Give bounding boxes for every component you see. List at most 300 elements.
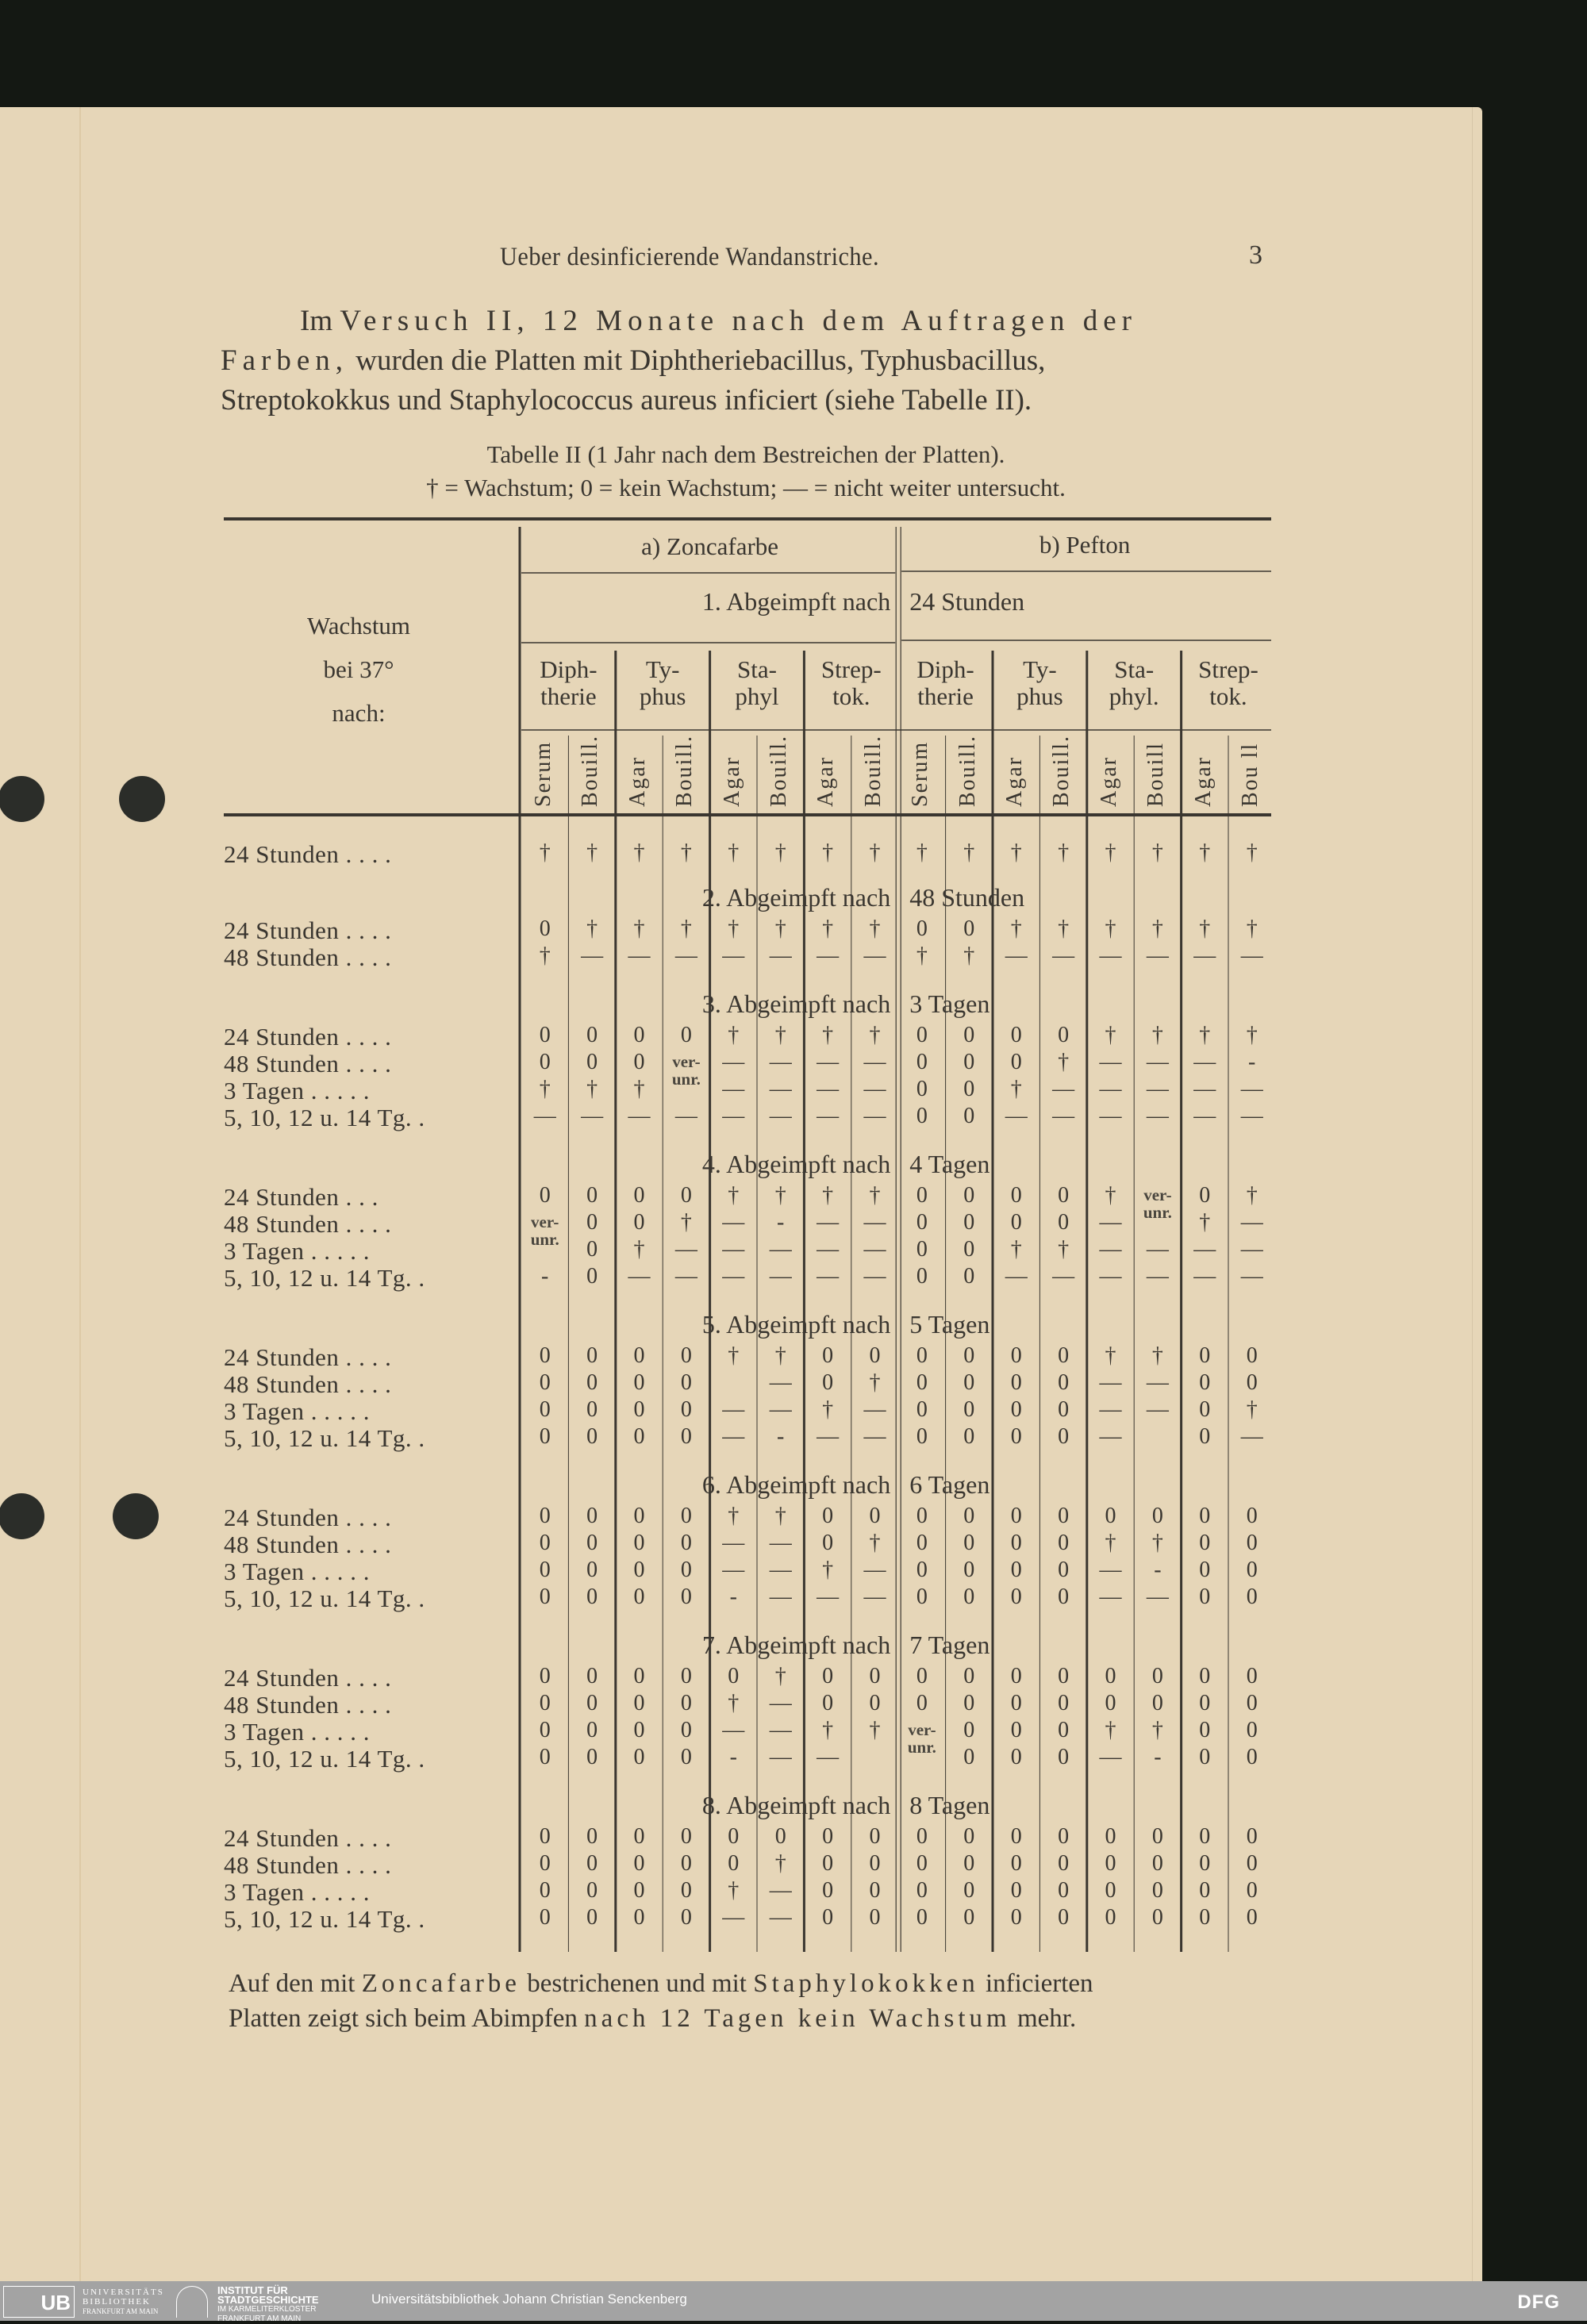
table-cell: 0: [916, 1905, 928, 1930]
table-cell: 0: [916, 1585, 928, 1609]
row-label: 24 Stunden . . . .: [224, 1664, 392, 1692]
table-cell: 0: [680, 1905, 692, 1930]
table-cell: †: [1058, 1050, 1070, 1074]
table-cell: 0: [1105, 1664, 1116, 1688]
table-cell: 0: [1010, 1745, 1022, 1769]
table-cell: 0: [1199, 1745, 1211, 1769]
bacteria-header-line: Strep-: [1198, 655, 1258, 683]
row-header-label: bei 37°: [323, 655, 394, 683]
table-cell: 0: [963, 1824, 975, 1849]
table-cell: 0: [586, 1210, 598, 1235]
table-cell: 0: [1246, 1664, 1258, 1688]
cell-contaminated: [898, 1721, 945, 1756]
table-cell: †: [1010, 1237, 1022, 1262]
table-cell: 0: [1058, 1851, 1070, 1876]
table-cell: —: [1193, 1077, 1216, 1101]
cell-text: ver-: [1143, 1185, 1172, 1204]
table-cell: 0: [916, 916, 928, 941]
table-cell: 0: [680, 1504, 692, 1528]
table-cell: †: [586, 1077, 598, 1101]
table-cell: —: [1052, 1104, 1075, 1128]
table-cell: 0: [586, 1558, 598, 1582]
table-cell: 0: [916, 1264, 928, 1289]
section-title-left: 3. Abgeimpft nach: [701, 989, 891, 1018]
section-title-left: 8. Abgeimpft nach: [701, 1791, 891, 1819]
table-cell: 0: [1199, 1878, 1211, 1903]
table-cell: †: [822, 1558, 834, 1582]
section-title-left: 1. Abgeimpft nach: [701, 587, 891, 616]
table-cell: †: [1199, 916, 1211, 941]
table-cell: 0: [586, 1504, 598, 1528]
table-cell: †: [539, 943, 551, 968]
section-title-left: 7. Abgeimpft nach: [701, 1631, 891, 1659]
table-cell: †: [1105, 1343, 1116, 1368]
table-cell: 0: [1058, 1718, 1070, 1742]
table-cell: —: [722, 1558, 745, 1582]
table-cell: 0: [633, 1210, 645, 1235]
bacteria-header-line: phyl: [735, 682, 779, 710]
table-cell: 0: [680, 1023, 692, 1047]
table-cell: —: [817, 943, 840, 968]
table-cell: 0: [1058, 1424, 1070, 1449]
table-cell: †: [680, 1210, 692, 1235]
table-cell: —: [1240, 1264, 1263, 1289]
media-header: Agar: [1096, 756, 1121, 807]
table-cell: —: [1005, 1104, 1028, 1128]
table-cell: —: [1052, 1077, 1075, 1101]
table-cell: 0: [633, 1691, 645, 1715]
row-label: 48 Stunden . . . .: [224, 1531, 392, 1558]
section-title-right: 5 Tagen: [909, 1310, 990, 1339]
table-cell: †: [1010, 1077, 1022, 1101]
table-cell: 0: [1105, 1905, 1116, 1930]
table-cell: 0: [822, 1878, 834, 1903]
table-cell: 0: [916, 1183, 928, 1208]
table-cell: †: [774, 1343, 786, 1368]
table-cell: †: [728, 1183, 740, 1208]
table-cell: †: [633, 1237, 645, 1262]
table-cell: 0: [869, 1691, 881, 1715]
bacteria-header-line: therie: [540, 682, 597, 710]
table-cell: -: [1154, 1745, 1162, 1769]
table-cell: —: [1099, 1370, 1122, 1395]
table-cell: 0: [869, 1824, 881, 1849]
binder-hole: [0, 776, 44, 822]
table-cell: 0: [916, 1558, 928, 1582]
table-cell: 0: [1010, 1851, 1022, 1876]
table-cell: 0: [822, 1370, 834, 1395]
table-cell: 0: [1246, 1851, 1258, 1876]
table-cell: 0: [633, 1531, 645, 1555]
row-label: 5, 10, 12 u. 14 Tg. .: [224, 1104, 425, 1131]
table-cell: 0: [1010, 1824, 1022, 1849]
table-cell: 0: [916, 1878, 928, 1903]
table-cell: —: [769, 1237, 792, 1262]
table-cell: 0: [822, 1851, 834, 1876]
table-cell: 0: [680, 1664, 692, 1688]
table-cell: 0: [680, 1531, 692, 1555]
table-cell: 0: [1058, 1905, 1070, 1930]
table-cell: —: [722, 1718, 745, 1742]
table-cell: 0: [539, 1664, 551, 1688]
table-cell: 0: [963, 916, 975, 941]
table-cell: —: [1099, 1585, 1122, 1609]
table-cell: 0: [539, 1718, 551, 1742]
row-header-label: nach:: [332, 699, 386, 727]
table-cell: —: [769, 1585, 792, 1609]
table-cell: —: [769, 1050, 792, 1074]
table-cell: 0: [1151, 1905, 1163, 1930]
table-cell: 0: [869, 1664, 881, 1688]
table-cell: 0: [1058, 1183, 1070, 1208]
table-cell: 0: [586, 1905, 598, 1930]
table-cell: †: [1151, 1343, 1163, 1368]
table-cell: 0: [963, 1585, 975, 1609]
table-cell: 0: [1105, 1504, 1116, 1528]
table-cell: 0: [916, 1397, 928, 1422]
table-cell: 0: [539, 1050, 551, 1074]
closing-text: Platten zeigt sich beim Abimpfen: [229, 2004, 585, 2033]
table-cell: †: [869, 1370, 881, 1395]
table-cell: 0: [586, 1397, 598, 1422]
table-cell: 0: [1199, 1397, 1211, 1422]
table-cell: 0: [822, 1691, 834, 1715]
table-cell: 0: [586, 1664, 598, 1688]
table-cell: 0: [586, 1237, 598, 1262]
media-header: Bouill.: [1049, 734, 1074, 807]
table-cell: †: [728, 1504, 740, 1528]
closing-text: inficierten: [978, 1969, 1093, 1998]
table-cell: 0: [869, 1851, 881, 1876]
table-cell: 0: [1246, 1558, 1258, 1582]
table-cell: —: [1099, 1077, 1122, 1101]
bacteria-header: [898, 656, 993, 710]
bacteria-header-line: Diph-: [916, 655, 974, 683]
bacteria-header: [1182, 656, 1276, 710]
table-cell: —: [1193, 1050, 1216, 1074]
table-cell: —: [863, 1424, 886, 1449]
table-cell: †: [1246, 1397, 1258, 1422]
table-cell: †: [916, 840, 928, 865]
table-cell: 0: [1105, 1824, 1116, 1849]
media-header: Agar: [1190, 756, 1216, 807]
bacteria-header-line: tok.: [1209, 682, 1247, 710]
table-cell: —: [722, 1424, 745, 1449]
table-cell: 0: [633, 1851, 645, 1876]
table-cell: 0: [539, 1745, 551, 1769]
table-cell: 0: [1010, 1531, 1022, 1555]
table-cell: 0: [1151, 1504, 1163, 1528]
table-cell: †: [1199, 840, 1211, 865]
table-cell: 0: [633, 1397, 645, 1422]
table-cell: 0: [1199, 1558, 1211, 1582]
table-cell: 0: [633, 1183, 645, 1208]
table-cell: —: [769, 1104, 792, 1128]
table-cell: —: [1099, 1397, 1122, 1422]
table-cell: -: [1248, 1050, 1256, 1074]
closing-paragraph: [229, 1966, 1284, 2036]
table-cell: 0: [963, 1104, 975, 1128]
table-cell: 0: [1058, 1531, 1070, 1555]
cell-text: unr.: [907, 1738, 936, 1757]
table-cell: —: [817, 1264, 840, 1289]
table-cell: †: [1105, 840, 1116, 865]
closing-text: mehr.: [1010, 2004, 1077, 2033]
table-cell: 0: [822, 1905, 834, 1930]
table-cell: 0: [539, 1585, 551, 1609]
table-cell: 0: [1010, 1343, 1022, 1368]
section-title-right: 8 Tagen: [909, 1791, 990, 1819]
row-label: 48 Stunden . . . .: [224, 943, 392, 971]
table-cell: †: [1010, 916, 1022, 941]
table-cell: —: [1240, 1424, 1263, 1449]
table-cell: 0: [916, 1851, 928, 1876]
table-cell: —: [1146, 1397, 1169, 1422]
table-cell: —: [817, 1050, 840, 1074]
table-cell: 0: [586, 1023, 598, 1047]
bacteria-header-line: Sta-: [737, 655, 777, 683]
table-cell: 0: [1199, 1824, 1211, 1849]
table-cell: 0: [1058, 1504, 1070, 1528]
table-cell: †: [822, 1718, 834, 1742]
table-cell: †: [1105, 1183, 1116, 1208]
row-label: 48 Stunden . . . .: [224, 1691, 392, 1719]
table-cell: 0: [586, 1183, 598, 1208]
table-cell: †: [586, 916, 598, 941]
table-cell: 0: [1199, 1343, 1211, 1368]
table-cell: —: [1099, 1210, 1122, 1235]
row-label: 48 Stunden . . . .: [224, 1050, 392, 1077]
table-cell: —: [1146, 1050, 1169, 1074]
table-cell: 0: [1058, 1585, 1070, 1609]
table-cell: 0: [963, 1210, 975, 1235]
closing-text: Auf den mit: [229, 1969, 362, 1998]
table-cell: 0: [963, 1397, 975, 1422]
table-cell: †: [774, 840, 786, 865]
table-cell: †: [869, 840, 881, 865]
table-cell: 0: [1010, 1050, 1022, 1074]
binder-hole: [119, 776, 165, 822]
bacteria-header: [521, 656, 616, 710]
table-cell: 0: [680, 1397, 692, 1422]
results-table: [224, 517, 1271, 1952]
table-cell: 0: [1010, 1424, 1022, 1449]
row-label: 24 Stunden . . . .: [224, 1824, 392, 1852]
table-cell: 0: [539, 1558, 551, 1582]
table-cell: —: [769, 1370, 792, 1395]
cell-text: ver-: [672, 1052, 701, 1071]
row-label: 5, 10, 12 u. 14 Tg. .: [224, 1264, 425, 1292]
table-cell: †: [680, 840, 692, 865]
table-cell: 0: [1010, 1878, 1022, 1903]
cell-text: ver-: [531, 1212, 559, 1231]
table-cell: -: [1154, 1558, 1162, 1582]
table-cell: 0: [586, 1851, 598, 1876]
table-cell: †: [869, 1183, 881, 1208]
row-label: 24 Stunden . . . .: [224, 1504, 392, 1531]
table-cell: 0: [633, 1343, 645, 1368]
table-cell: 0: [916, 1824, 928, 1849]
intro-text: wurden die Platten mit Diphtheriebacillus, Typhusbacillus,: [348, 344, 1046, 377]
table-cell: 0: [822, 1824, 834, 1849]
table-cell: 0: [869, 1504, 881, 1528]
table-cell: —: [817, 1745, 840, 1769]
table-cell: †: [774, 916, 786, 941]
media-header: Bouill.: [578, 734, 603, 807]
table-cell: 0: [963, 1023, 975, 1047]
table-cell: 0: [822, 1343, 834, 1368]
cell-text: ver-: [908, 1720, 936, 1739]
table-cell: 0: [1246, 1745, 1258, 1769]
table-cell: 0: [963, 1664, 975, 1688]
table-cell: †: [728, 1023, 740, 1047]
table-cell: 0: [963, 1050, 975, 1074]
table-cell: †: [774, 1023, 786, 1047]
row-label: 24 Stunden . . . .: [224, 1023, 392, 1051]
table-cell: †: [586, 840, 598, 865]
page-fold-line: [79, 107, 81, 2281]
table-cell: —: [817, 1424, 840, 1449]
bacteria-header-line: therie: [917, 682, 974, 710]
media-header: Bouill: [1143, 741, 1169, 807]
isg-line: STADTGESCHICHTE: [217, 2294, 319, 2306]
table-cell: †: [680, 916, 692, 941]
table-cell: 0: [916, 1504, 928, 1528]
table-cell: †: [1246, 916, 1258, 941]
table-cell: 0: [633, 1558, 645, 1582]
media-header: Agar: [813, 756, 839, 807]
table-cell: †: [869, 1718, 881, 1742]
table-cell: †: [728, 1878, 740, 1903]
media-header: Serum: [531, 740, 555, 807]
table-cell: -: [777, 1424, 785, 1449]
table-cell: 0: [586, 1745, 598, 1769]
table-cell: 0: [1199, 1664, 1211, 1688]
table-cell: —: [1240, 1210, 1263, 1235]
group-header-pefton: b) Pefton: [1039, 531, 1131, 559]
table-cell: †: [869, 916, 881, 941]
closing-text: bestrichenen und mit: [520, 1969, 754, 1998]
table-cell: —: [1240, 943, 1263, 968]
table-cell: —: [722, 1531, 745, 1555]
table-cell: 0: [680, 1585, 692, 1609]
table-cell: †: [916, 943, 928, 968]
table-cell: —: [863, 1210, 886, 1235]
row-label: 24 Stunden . . .: [224, 1183, 378, 1211]
section-title-right: 24 Stunden: [909, 587, 1025, 616]
table-cell: —: [1052, 943, 1075, 968]
table-cell: —: [1193, 1237, 1216, 1262]
table-cell: 0: [1010, 1183, 1022, 1208]
table-cell: †: [1058, 916, 1070, 941]
table-cell: 0: [633, 1023, 645, 1047]
table-cell: —: [674, 943, 697, 968]
row-header-label: Wachstum: [306, 612, 411, 640]
table-cell: —: [1146, 1264, 1169, 1289]
table-cell: 0: [586, 1585, 598, 1609]
media-header: Bouill.: [860, 734, 886, 807]
table-cell: 0: [1010, 1585, 1022, 1609]
table-cell: 0: [916, 1023, 928, 1047]
table-cell: †: [774, 1504, 786, 1528]
table-cell: —: [1146, 943, 1169, 968]
table-cell: —: [1099, 1264, 1122, 1289]
bacteria-header-line: phyl.: [1109, 682, 1159, 710]
table-cell: 0: [1151, 1824, 1163, 1849]
table-cell: —: [1099, 943, 1122, 968]
table-cell: —: [722, 1397, 745, 1422]
table-cell: 0: [1058, 1691, 1070, 1715]
table-cell: —: [1240, 1237, 1263, 1262]
table-cell: 0: [916, 1424, 928, 1449]
table-caption: Tabelle II (1 Jahr nach dem Bestreichen der Platten).: [486, 440, 1005, 468]
table-cell: —: [1052, 1264, 1075, 1289]
bacteria-header-line: tok.: [832, 682, 870, 710]
closing-text: Staphylokokken: [753, 1969, 979, 1998]
ub-logo-text: [83, 2288, 164, 2316]
table-cell: 0: [1199, 1718, 1211, 1742]
ub-logo-mark: UB: [3, 2286, 75, 2318]
table-cell: 0: [1199, 1905, 1211, 1930]
library-name-link[interactable]: Universitätsbibliothek Johann Christian Senckenberg: [371, 2291, 687, 2307]
intro-text: Farben,: [221, 344, 348, 377]
table-cell: 0: [1246, 1878, 1258, 1903]
table-cell: 0: [822, 1531, 834, 1555]
table-cell: †: [822, 1023, 834, 1047]
table-cell: —: [769, 1558, 792, 1582]
cell-text: unr.: [671, 1070, 701, 1089]
table-cell: †: [1105, 1023, 1116, 1047]
table-cell: 0: [680, 1370, 692, 1395]
table-cell: 0: [963, 1851, 975, 1876]
dfg-logo[interactable]: DFG: [1517, 2291, 1560, 2313]
table-cell: †: [774, 1851, 786, 1876]
table-cell: †: [1151, 1531, 1163, 1555]
row-label: 5, 10, 12 u. 14 Tg. .: [224, 1745, 425, 1773]
table-cell: 0: [1010, 1210, 1022, 1235]
table-cell: †: [822, 840, 834, 865]
table-cell: 0: [1058, 1397, 1070, 1422]
table-cell: -: [729, 1585, 737, 1609]
table-cell: —: [769, 1397, 792, 1422]
table-cell: 0: [916, 1210, 928, 1235]
table-cell: 0: [1246, 1343, 1258, 1368]
table-cell: 0: [1010, 1905, 1022, 1930]
table-cell: 0: [1010, 1664, 1022, 1688]
media-header: Bou ll: [1238, 742, 1262, 807]
table-cell: 0: [586, 1824, 598, 1849]
table-cell: 0: [539, 1424, 551, 1449]
table-cell: —: [769, 1264, 792, 1289]
table-cell: 0: [680, 1424, 692, 1449]
table-cell: †: [1151, 1718, 1163, 1742]
table-cell: 0: [1151, 1851, 1163, 1876]
table-cell: 0: [916, 1050, 928, 1074]
table-cell: †: [1151, 1023, 1163, 1047]
row-label: 24 Stunden . . . .: [224, 916, 392, 944]
table-cell: †: [728, 840, 740, 865]
table-cell: —: [769, 1077, 792, 1101]
row-label: 5, 10, 12 u. 14 Tg. .: [224, 1585, 425, 1612]
table-cell: 0: [586, 1264, 598, 1289]
section-title-left: 4. Abgeimpft nach: [701, 1150, 891, 1178]
table-cell: 0: [1058, 1745, 1070, 1769]
bacteria-header-line: Diph-: [540, 655, 598, 683]
table-cell: 0: [1058, 1664, 1070, 1688]
table-cell: 0: [680, 1878, 692, 1903]
table-cell: —: [628, 1104, 651, 1128]
cell-contaminated: [521, 1213, 568, 1248]
